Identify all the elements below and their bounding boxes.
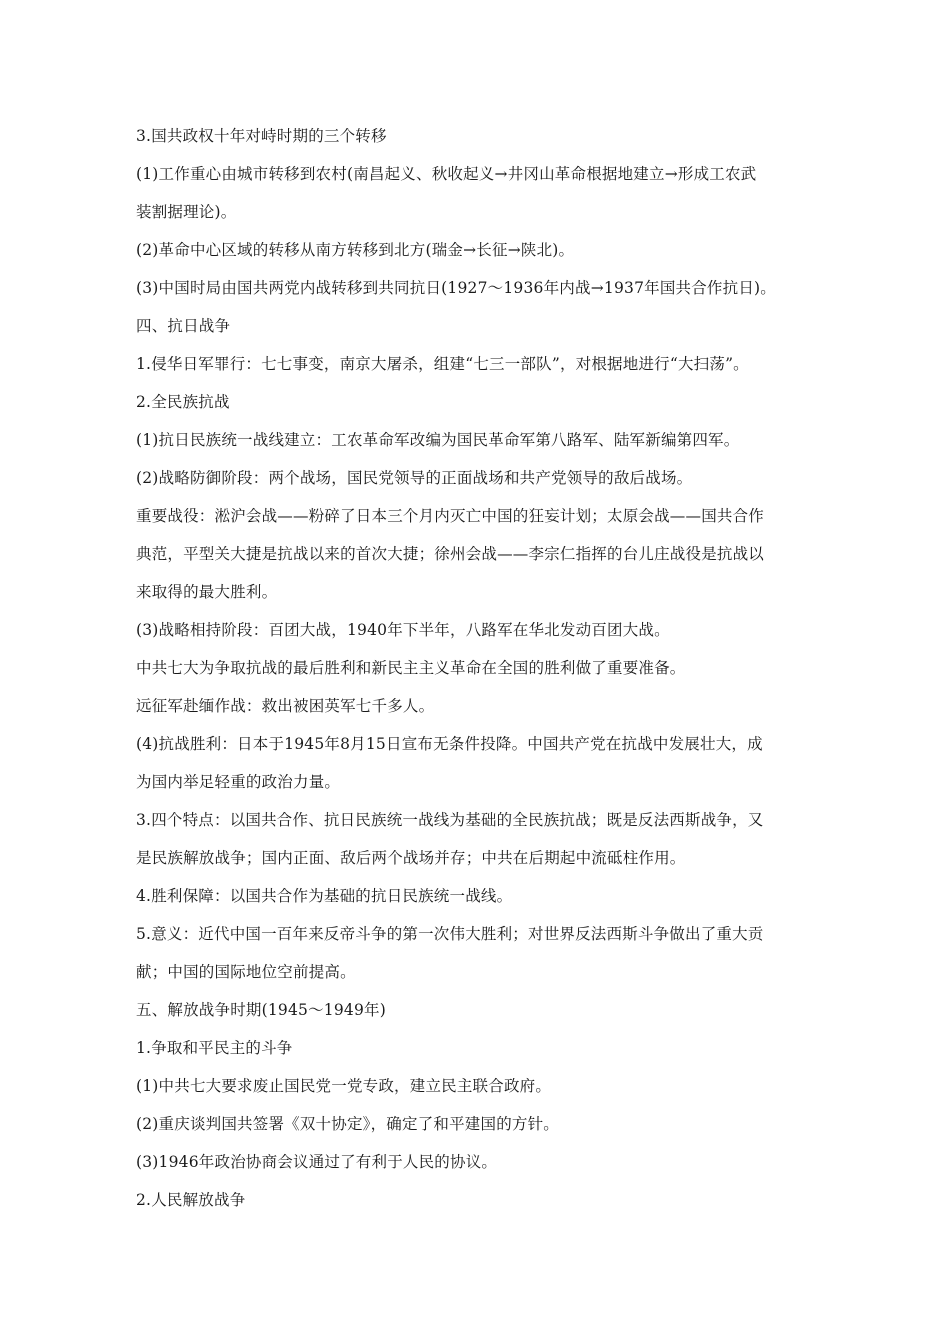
paragraph-line: (2)革命中心区域的转移从南方转移到北方(瑞金→长征→陕北)。 [136, 241, 575, 259]
subheading-peace-democracy: 1.争取和平民主的斗争 [136, 1039, 293, 1057]
paragraph-line: 是民族解放战争；国内正面、敌后两个战场并存；中共在后期起中流砥柱作用。 [136, 849, 686, 867]
paragraph-line: (4)抗战胜利：日本于1945年8月15日宣布无条件投降。中国共产党在抗战中发展壮大，成 [136, 735, 763, 753]
paragraph-line: (1)工作重心由城市转移到农村(南昌起义、秋收起义→井冈山革命根据地建立→形成工农武 [136, 165, 757, 183]
paragraph-line: 4.胜利保障：以国共合作为基础的抗日民族统一战线。 [136, 887, 513, 905]
paragraph-line: (3)1946年政治协商会议通过了有利于人民的协议。 [136, 1153, 498, 1171]
paragraph-line: 3.四个特点：以国共合作、抗日民族统一战线为基础的全民族抗战；既是反法西斯战争，又 [136, 811, 764, 829]
paragraph-line: 1.侵华日军罪行：七七事变，南京大屠杀，组建“七三一部队”，对根据地进行“大扫荡”。 [136, 355, 749, 373]
section-heading-three-transfers: 3.国共政权十年对峙时期的三个转移 [136, 127, 387, 145]
paragraph-line: 为国内举足轻重的政治力量。 [136, 773, 341, 791]
paragraph-line: 献；中国的国际地位空前提高。 [136, 963, 356, 981]
paragraph-line: 5.意义：近代中国一百年来反帝斗争的第一次伟大胜利；对世界反法西斯斗争做出了重大贡 [136, 925, 764, 943]
section-heading-anti-japanese-war: 四、抗日战争 [136, 317, 231, 335]
paragraph-line: 重要战役：淞沪会战——粉碎了日本三个月内灭亡中国的狂妄计划；太原会战——国共合作 [136, 507, 765, 525]
paragraph-line: (1)抗日民族统一战线建立：工农革命军改编为国民革命军第八路军、陆军新编第四军。 [136, 431, 740, 449]
paragraph-line: (1)中共七大要求废止国民党一党专政，建立民主联合政府。 [136, 1077, 552, 1095]
paragraph-line: 远征军赴缅作战：救出被困英军七千多人。 [136, 697, 435, 715]
paragraph-line: 典范，平型关大捷是抗战以来的首次大捷；徐州会战——李宗仁指挥的台儿庄战役是抗战以 [136, 545, 765, 563]
paragraph-line: 来取得的最大胜利。 [136, 583, 278, 601]
paragraph-line: (2)重庆谈判国共签署《双十协定》，确定了和平建国的方针。 [136, 1115, 560, 1133]
paragraph-line: (3)中国时局由国共两党内战转移到共同抗日(1927～1936年内战→1937年国共合作抗日)。 [136, 279, 776, 297]
paragraph-line: (3)战略相持阶段：百团大战，1940年下半年，八路军在华北发动百团大战。 [136, 621, 670, 639]
paragraph-line: 装割据理论)。 [136, 203, 237, 221]
paragraph-line: (2)战略防御阶段：两个战场，国民党领导的正面战场和共产党领导的敌后战场。 [136, 469, 693, 487]
section-heading-liberation-war: 五、解放战争时期(1945～1949年) [136, 1001, 386, 1019]
subheading-peoples-liberation-war: 2.人民解放战争 [136, 1191, 246, 1209]
paragraph-line: 中共七大为争取抗战的最后胜利和新民主主义革命在全国的胜利做了重要准备。 [136, 659, 686, 677]
subheading-national-resistance: 2.全民族抗战 [136, 393, 230, 411]
